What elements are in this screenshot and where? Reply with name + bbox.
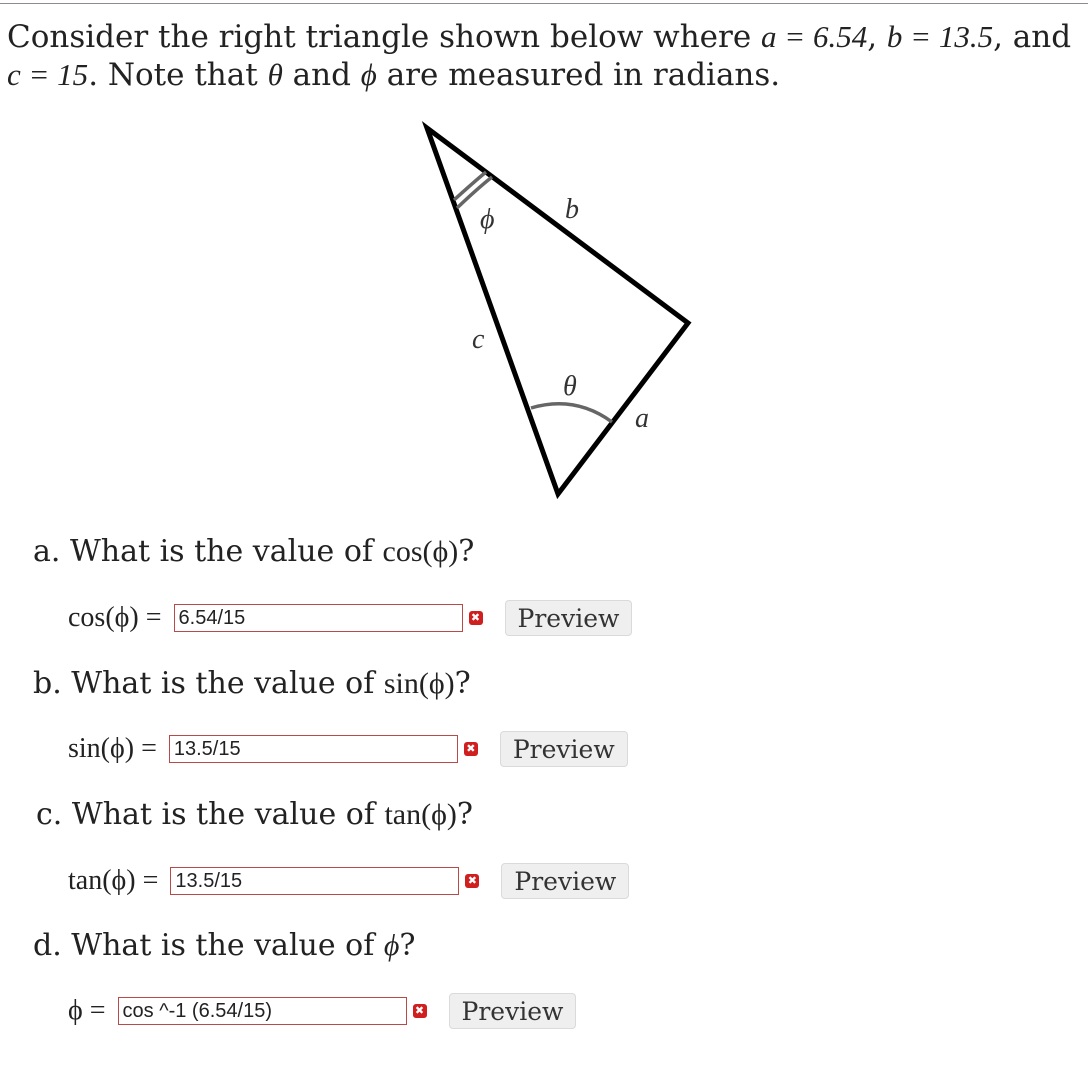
a-value: a = 6.54: [761, 19, 868, 54]
answer-row-c: [68, 864, 629, 898]
question-d: d. What is the value of ϕ?: [33, 928, 416, 963]
answer-row-b: [68, 732, 628, 766]
answer-row-a: [68, 601, 632, 635]
triangle: [427, 128, 688, 494]
cos-phi-label: cos(ϕ) =: [68, 602, 162, 633]
answer-row-d: [68, 994, 576, 1028]
phi-label: ϕ: [480, 204, 495, 235]
problem-statement: Consider the right triangle shown below where a = 6.54, b = 13.5, and c = 15. Note that θ and ϕ are measured in radians.: [7, 19, 1072, 93]
theta-angle-arc: [531, 404, 612, 422]
sin-phi-answer-input[interactable]: [169, 735, 458, 763]
preview-button-a[interactable]: Preview: [505, 600, 633, 636]
tan-phi-answer-input[interactable]: [170, 867, 459, 895]
incorrect-icon: ✖: [465, 874, 479, 888]
incorrect-icon: ✖: [413, 1004, 427, 1018]
c-value: c = 15: [7, 57, 89, 92]
question-b: b. What is the value of sin(ϕ)?: [33, 666, 471, 701]
c-label: c: [472, 324, 485, 355]
incorrect-icon: ✖: [464, 742, 478, 756]
top-rule: [0, 3, 1088, 4]
question-c: c. What is the value of tan(ϕ)?: [36, 797, 473, 832]
phi-answer-input[interactable]: [118, 997, 407, 1025]
theta-label: θ: [563, 371, 577, 402]
phi-angle-arc-inner: [457, 177, 492, 208]
b-value: b = 13.5: [886, 19, 994, 54]
b-label: b: [565, 194, 579, 225]
preview-button-b[interactable]: Preview: [500, 731, 628, 767]
question-a: a. What is the value of cos(ϕ)?: [33, 534, 475, 569]
preview-button-d[interactable]: Preview: [449, 993, 577, 1029]
incorrect-icon: ✖: [469, 611, 483, 625]
phi-angle-arc-outer: [454, 172, 486, 200]
sin-phi-label: sin(ϕ) =: [68, 733, 157, 764]
tan-phi-label: tan(ϕ) =: [68, 865, 159, 896]
cos-phi-answer-input[interactable]: [174, 604, 463, 632]
phi-label: ϕ =: [68, 995, 106, 1026]
a-label: a: [635, 403, 649, 434]
preview-button-c[interactable]: Preview: [501, 863, 629, 899]
